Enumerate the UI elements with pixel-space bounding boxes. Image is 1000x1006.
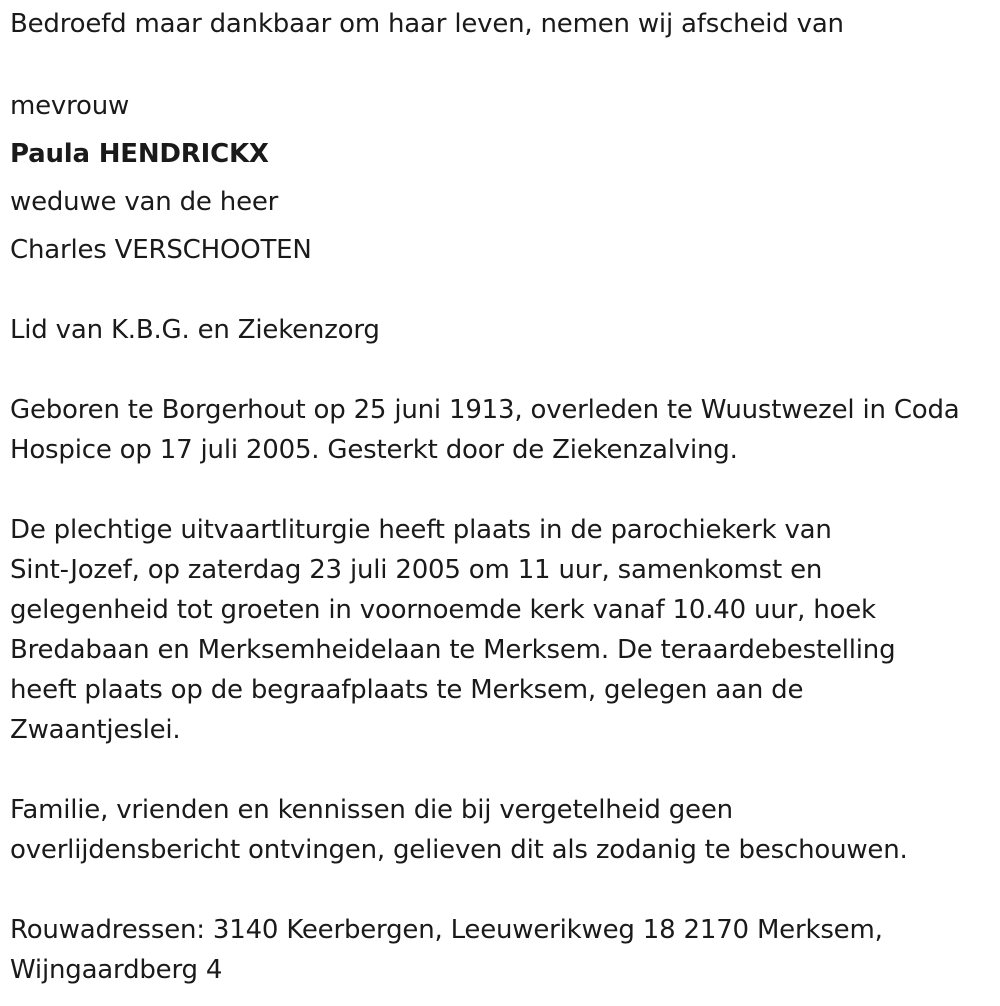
address-line: Rouwadressen: 3140 Keerbergen, Leeuwerikweg 18 2170 Merksem, [10, 915, 883, 945]
widow-of-text: weduwe van de heer [10, 187, 279, 217]
salutation: mevrouw [10, 91, 130, 121]
funeral-line: Sint-Jozef, op zaterdag 23 juli 2005 om 11 uur, samenkomst en [10, 555, 823, 585]
deceased-name: Paula HENDRICKX [10, 139, 269, 169]
funeral-line: Bredabaan en Merksemheidelaan te Merksem. De teraardebestelling [10, 635, 896, 665]
intro-text: Bedroefd maar dankbaar om haar leven, nemen wij afscheid van [10, 9, 844, 39]
funeral-line: heeft plaats op de begraafplaats te Merksem, gelegen aan de [10, 675, 804, 705]
membership-text: Lid van K.B.G. en Ziekenzorg [10, 315, 380, 345]
family-line: overlijdensbericht ontvingen, gelieven dit als zodanig te beschouwen. [10, 835, 908, 865]
spouse-name: Charles VERSCHOOTEN [10, 235, 312, 265]
funeral-line: gelegenheid tot groeten in voornoemde kerk vanaf 10.40 uur, hoek [10, 595, 876, 625]
address-line: Wijngaardberg 4 [10, 955, 223, 985]
funeral-line: De plechtige uitvaartliturgie heeft plaats in de parochiekerk van [10, 515, 832, 545]
funeral-line: Zwaantjeslei. [10, 715, 181, 745]
birth-death-line: Geboren te Borgerhout op 25 juni 1913, overleden te Wuustwezel in Coda [10, 395, 960, 425]
birth-death-line: Hospice op 17 juli 2005. Gesterkt door de Ziekenzalving. [10, 435, 738, 465]
family-line: Familie, vrienden en kennissen die bij vergetelheid geen [10, 795, 733, 825]
